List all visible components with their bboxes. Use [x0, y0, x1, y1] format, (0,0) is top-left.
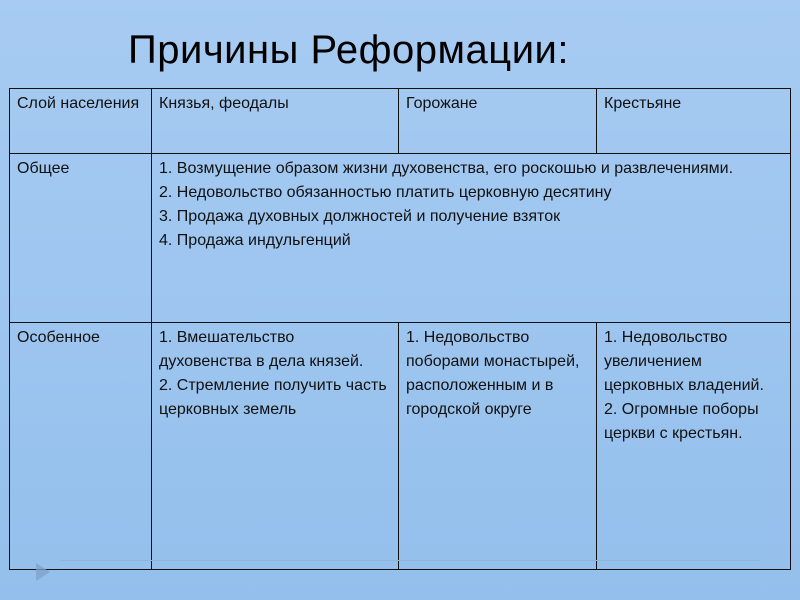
peasants-cause-2: 2. Огромные поборы церкви с крестьян. — [604, 401, 759, 442]
princes-cause-2: 2. Стремление получить часть церковных земель — [159, 377, 387, 418]
header-cell-townspeople: Горожане — [399, 89, 597, 154]
general-label-cell: Общее — [10, 154, 152, 323]
general-cause-3: 3. Продажа духовных должностей и получение взяток — [159, 208, 561, 225]
header-cell-princes: Князья, феодалы — [152, 89, 399, 154]
special-peasants-cell — [597, 323, 791, 570]
header-cell-layer: Слой населения — [10, 89, 152, 154]
header-row — [10, 89, 791, 154]
special-princes-cell — [152, 323, 399, 570]
header-cell-peasants: Крестьяне — [597, 89, 791, 154]
special-townspeople-cell — [399, 323, 597, 570]
special-row — [10, 323, 791, 570]
play-arrow-icon[interactable] — [36, 563, 50, 581]
footer-divider — [60, 560, 760, 561]
general-cause-1: 1. Возмущение образом жизни духовенства, его роскошью и развлечениями. — [159, 160, 734, 177]
general-row — [10, 154, 791, 323]
general-cause-4: 4. Продажа индульгенций — [159, 232, 351, 249]
townspeople-cause-1: 1. Недовольство поборами монастырей, расположенным и в городской округе — [406, 329, 580, 418]
slide-title: Причины Реформации: — [128, 28, 570, 72]
reformation-causes-table — [9, 88, 791, 570]
peasants-cause-1: 1. Недовольство увеличением церковных владений. — [604, 329, 764, 394]
general-causes-cell — [152, 154, 791, 323]
general-cause-2: 2. Недовольство обязанностью платить церковную десятину — [159, 184, 612, 201]
princes-cause-1: 1. Вмешательство духовенства в дела князей. — [159, 329, 364, 370]
special-label-cell: Особенное — [10, 323, 152, 570]
